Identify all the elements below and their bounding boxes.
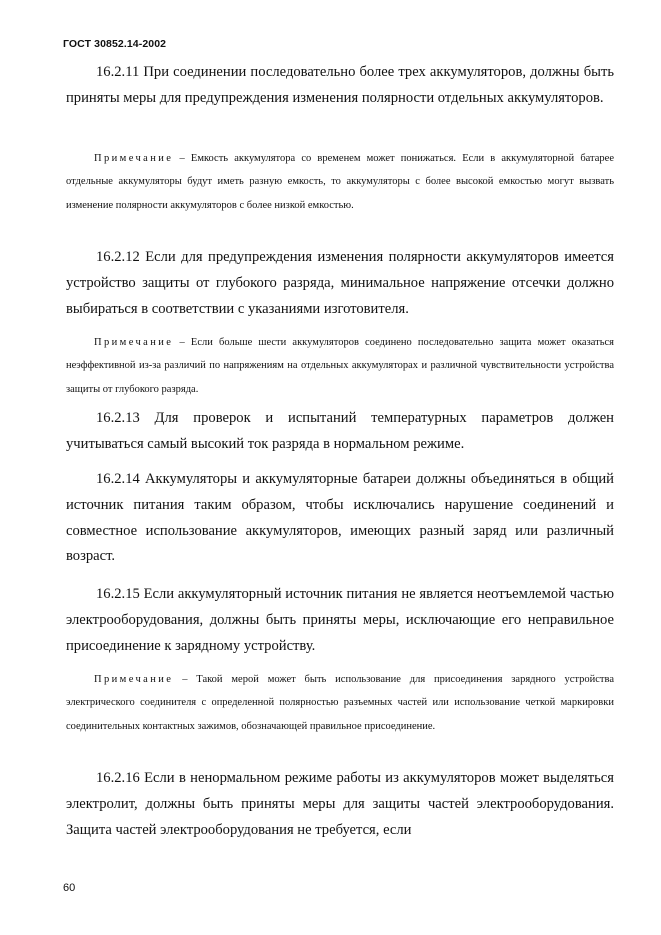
note-label: Примечание	[94, 153, 174, 164]
clause-16-2-12	[66, 245, 614, 322]
note-1	[66, 147, 614, 217]
document-header: ГОСТ 30852.14-2002	[63, 38, 167, 50]
note-label: Примечание	[94, 674, 174, 685]
clause-16-2-11	[66, 60, 614, 112]
paragraph-text: 16.2.16 Если в ненормальном режиме работы из аккумуляторов может выделяться электролит, должны быть приняты меры для защиты частей электрооборудования. Защита частей электрооборудования не требуется, если	[66, 770, 614, 838]
paragraph-text: 16.2.15 Если аккумуляторный источник питания не является неотъемлемой частью электрооборудования, должны быть приняты меры, исключающие его неправильное присоединение к зарядному устройству.	[66, 586, 614, 654]
note-3	[66, 668, 614, 738]
page-number: 60	[63, 882, 76, 894]
paragraph-text: 16.2.12 Если для предупреждения изменения полярности аккумуляторов имеется устройство защиты от глубокого разряда, минимальное напряжение отсечки должно выбираться в соответствии с указаниями изготовителя.	[66, 249, 614, 317]
clause-16-2-14	[66, 467, 614, 570]
clause-16-2-15	[66, 582, 614, 659]
note-text: – Если больше шести аккумуляторов соединено последовательно защита может оказаться неэффективной из-за различий по напряжениям на отдельных аккумуляторах и различной чувствительности устройства защиты от глубокого разряда.	[66, 337, 614, 395]
paragraph-text: 16.2.11 При соединении последовательно более трех аккумуляторов, должны быть приняты меры для предупреждения изменения полярности отдельных аккумуляторов.	[66, 64, 614, 106]
note-text: – Емкость аккумулятора со временем может понижаться. Если в аккумуляторной батарее отдельные аккумуляторы будут иметь разную емкость, то аккумуляторы с более высокой емкостью могут вызвать изменение полярности аккумуляторов с более низкой емкостью.	[66, 153, 614, 211]
note-label: Примечание	[94, 337, 174, 348]
note-text: – Такой мерой может быть использование для присоединения зарядного устройства электрического соединителя с определенной полярностью разъемных частей или использование четкой маркировки соединительных контактных зажимов, обозначающей правильное присоединение.	[66, 674, 614, 732]
note-2	[66, 331, 614, 401]
paragraph-text: 16.2.13 Для проверок и испытаний температурных параметров должен учитываться самый высокий ток разряда в нормальном режиме.	[66, 410, 614, 452]
clause-16-2-13	[66, 406, 614, 458]
paragraph-text: 16.2.14 Аккумуляторы и аккумуляторные батареи должны объединяться в общий источник питания таким образом, чтобы исключались нарушение соединений и совместное использование аккумуляторов, имеющих разный заряд или различный возраст.	[66, 471, 614, 565]
clause-16-2-16	[66, 766, 614, 843]
